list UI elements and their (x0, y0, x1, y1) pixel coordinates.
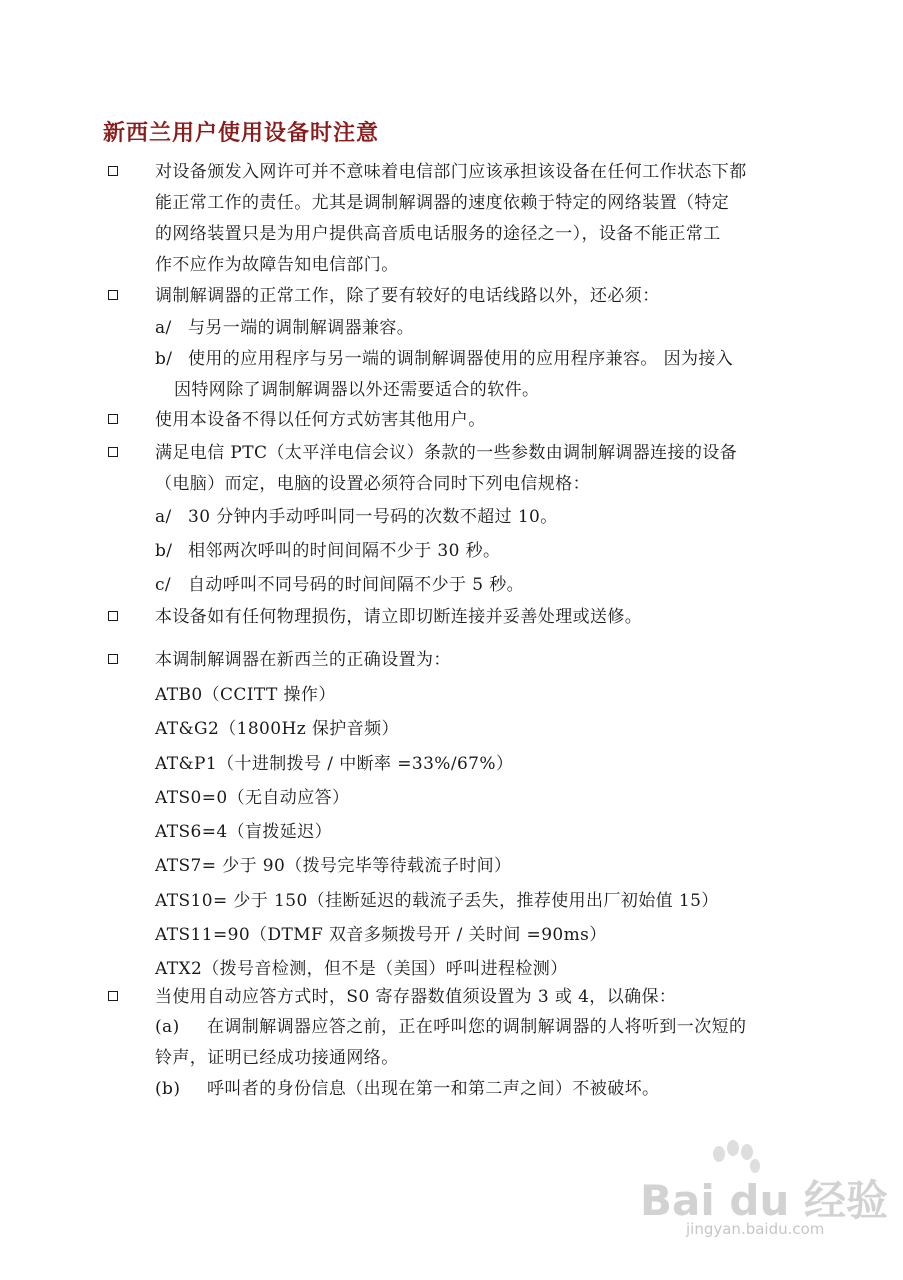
setting-atp1: AT&P1（十进制拨号 / 中断率 =33%/67%） (155, 753, 514, 774)
item-label: b/ (155, 541, 173, 561)
bullet-2-text: 调制解调器的正常工作，除了要有较好的电话线路以外，还必须： (155, 286, 660, 306)
item-text-line-2: 因特网除了调制解调器以外还需要适合的软件。 (174, 380, 540, 400)
item-text: 相邻两次呼叫的时间间隔不少于 30 秒。 (188, 541, 501, 561)
setting-ats0: ATS0=0（无自动应答） (155, 787, 350, 808)
bullet-1-line-3: 的网络装置只是为用户提供高音质电话服务的途径之一），设备不能正常工 (155, 224, 721, 244)
item-label: a/ (155, 318, 172, 338)
bullet-4-item-c (155, 570, 524, 601)
item-text-line-2: 铃声，证明已经成功接通网络。 (155, 1048, 399, 1068)
bullet-1-line-1: 对设备颁发入网许可并不意味着电信部门应该承担该设备在任何工作状态下都 (155, 162, 747, 182)
bullet-7-item-a (155, 1012, 746, 1074)
bullet-box-icon (108, 654, 118, 664)
bullet-box-icon (108, 447, 118, 457)
baidu-watermark-logo: Bai du 经验 (640, 1176, 888, 1225)
modem-settings-list (155, 678, 719, 987)
bullet-6-text: 本调制解调器在新西兰的正确设置为： (155, 650, 451, 670)
bullet-1-paragraph (155, 157, 747, 281)
bullet-2-item-a (155, 313, 414, 344)
item-label: (b) (155, 1079, 181, 1099)
bullet-2-item-b (155, 344, 733, 406)
setting-atg2: AT&G2（1800Hz 保护音频） (155, 719, 399, 740)
item-label: (a) (155, 1017, 180, 1037)
bullet-5-text: 本设备如有任何物理损伤，请立即切断连接并妥善处理或送修。 (155, 607, 643, 627)
setting-ats10: ATS10= 少于 150（挂断延迟的载流子丢失，推荐使用出厂初始值 15） (155, 890, 719, 911)
setting-atb0: ATB0（CCITT 操作） (155, 685, 336, 705)
item-label: b/ (155, 349, 173, 369)
item-text-line-1: 使用的应用程序与另一端的调制解调器使用的应用程序兼容。 因为接入 (188, 349, 734, 369)
bullet-box-icon (108, 166, 118, 176)
setting-ats6: ATS6=4（盲拨延迟） (155, 822, 333, 843)
bullet-box-icon (108, 290, 118, 300)
bullet-4-line-1: 满足电信 PTC（太平洋电信会议）条款的一些参数由调制解调器连接的设备 (155, 443, 738, 463)
bullet-4-line-2: （电脑）而定，电脑的设置必须符合同时下列电信规格： (155, 474, 590, 494)
item-text-line-1: 在调制解调器应答之前，正在呼叫您的调制解调器的人将听到一次短的 (207, 1017, 747, 1037)
item-text: 呼叫者的身份信息（出现在第一和第二声之间）不被破坏。 (207, 1079, 660, 1099)
item-label: c/ (155, 575, 172, 595)
item-text: 与另一端的调制解调器兼容。 (188, 318, 415, 338)
bullet-4-item-b (155, 536, 500, 567)
bullet-4-paragraph (155, 438, 737, 500)
bullet-4-item-a (155, 502, 558, 533)
bullet-box-icon (108, 414, 118, 424)
setting-ats11: ATS11=90（DTMF 双音多频拨号开 / 关时间 =90ms） (155, 925, 607, 946)
bullet-3-text: 使用本设备不得以任何方式妨害其他用户。 (155, 410, 486, 430)
page-title: 新西兰用户使用设备时注意 (103, 121, 380, 146)
item-text: 30 分钟内手动呼叫同一号码的次数不超过 10。 (188, 507, 558, 527)
item-label: a/ (155, 507, 172, 527)
bullet-7-text: 当使用自动应答方式时，S0 寄存器数值须设置为 3 或 4，以确保： (155, 987, 677, 1007)
bullet-box-icon (108, 991, 118, 1001)
setting-ats7: ATS7= 少于 90（拨号完毕等待载流子时间） (155, 856, 512, 877)
item-text: 自动呼叫不同号码的时间间隔不少于 5 秒。 (188, 575, 525, 595)
bullet-1-line-2: 能正常工作的责任。尤其是调制解调器的速度依赖于特定的网络装置（特定 (155, 193, 730, 213)
baidu-watermark-url: jingyan.baidu.com (686, 1220, 825, 1238)
bullet-7-item-b (155, 1074, 659, 1105)
bullet-box-icon (108, 611, 118, 621)
setting-atx2: ATX2（拨号音检测，但不是（美国）呼叫进程检测） (155, 959, 568, 980)
bullet-1-line-4: 作不应作为故障告知电信部门。 (155, 255, 399, 275)
